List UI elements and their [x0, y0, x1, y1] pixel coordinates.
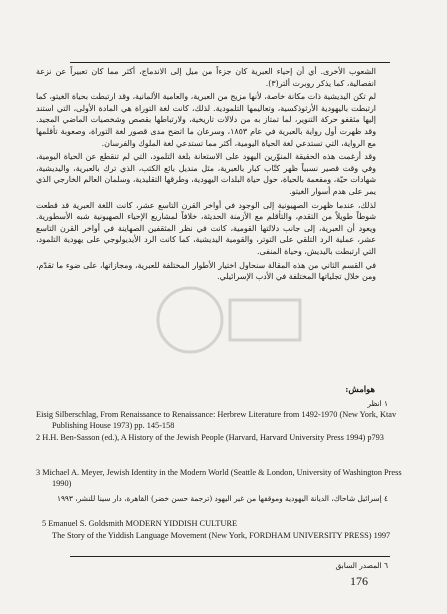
note-1-label: ١ انظر	[367, 399, 388, 408]
note-3: 3 Michael A. Meyer, Jewish Identity in the Modern World (Seattle & London, University of Washington Press 1990)	[36, 468, 402, 489]
note-5-continued: The Story of the Yiddish Language Movement (New York, FORDHAM UNIVERSITY PRESS) 1997	[52, 531, 391, 540]
note-5: 5 Emanuel S. Goldsmith MODERN YIDDISH CULTURE	[42, 519, 238, 528]
bottom-rule	[70, 556, 390, 557]
paragraph-5: في القسم الثاني من هذه المقالة سنحاول اختيار الأطوار المختلفة للعبرية، ومجازاتها، على ضوء ما تقدّم، ومن خلال تجلياتها المختلفة في الأدب الإسرائيلي.	[36, 260, 376, 282]
note-6: ٦ المصدر السابق	[335, 561, 388, 570]
notes-heading: هوامش:	[345, 385, 375, 395]
paragraph-4: لذلك، عندما ظهرت الصهيونية إلى الوجود في أواخر القرن التاسع عشر، كانت اللغة العبرية قد قطعت شوطاً طويلاً من التقدم، والتأقلم مع الأزمنة الحديثة، خلافاً لمشاريع الإحياء الصهيونية شبه الأسطورية. ويعود أن العبرية، إلى جانب دلالتها القومية، كانت في نظر المثقفين الصهاينة في أواخر القرن التاسع عشر، عملية الرد التلقي على التوتر، والقومية اليديشية، كما كانت الرد الأيديولوجي على يهودية التلمود، التي ارتبطت باليديش، وحياة المنفى.	[36, 200, 376, 256]
note-1: Eisig Silberschlag, From Renaissance to Renaissance: Herbrew Literature from 1492-1970 (New York, Ktav Publishing House 1973) pp. 145-158	[36, 410, 397, 431]
note-4: ٤ إسرائيل شاحاك، الديانة اليهودية وموقفها من غير اليهود (ترجمة حسن خضر) القاهرة، دار سينا للنشر، ١٩٩٣	[56, 494, 388, 503]
watermark-logo-icon	[150, 270, 310, 370]
page-number: 176	[350, 574, 368, 588]
paragraph-1: الشعوب الأخرى. أي أن إحياء العبرية كان جزءاً من ميل إلى الاندماج، أكثر مما كان تعبيراً عن نزعة انفصالية، كما يذكر روبرت ألتر(٣).	[36, 67, 376, 88]
top-rule	[70, 62, 390, 63]
paragraph-2: لم تكن اليديشية ذات مكانة خاصة، لأنها مزيج من العبرية، والعامية الألمانية، وقد ارتبطت بحياة الغيتو، كما ارتبطت باليهودية الأرثوذكسية، وتعاليمها التلمودية. لذلك، كانت لغة التوراة هي المادة الأولى، التي استند إليها مثقفو حركة التنوير، لما تمتاز به من دلالات تاريخية، ولارتباطها بقصص وشخصيات الماضي المجيد. وقد ظهرت أول رواية بالعبرية في عام ١٨٥٣، وسرعان ما اتضح مدى قصور لغة التوراة، وصعوبة تأقلمها مع الرواية، التي تستدعي لغة الحياة اليومية، أكثر مما تستدعي لغة الملوك والفرسان.	[36, 92, 377, 148]
body-text	[36, 66, 376, 283]
paragraph-3: وقد أرغمت هذه الحقيقة المنوّرين اليهود على الاستعانة بلغة التلمود، التي لم تنقطع عن الحياة اليومية، وفي وقت قصير نسبياً ظهر كتّاب كبار بالعبرية، مثل منديل بائع الكتب، الذي ترك بالعبرية، واليديشية، شهادات حيّة، ومفعمة بالحياة، حول حياة البلدات اليهودية، وطرقها التقليدية، وسلمان العالم الخارجي الذي يمر على هدم أسوار الغيتو.	[36, 152, 376, 196]
note-2: 2 H.H. Ben-Sasson (ed.), A History of the Jewish People (Harvard, Harvard University Press 1994) p793	[36, 433, 384, 442]
